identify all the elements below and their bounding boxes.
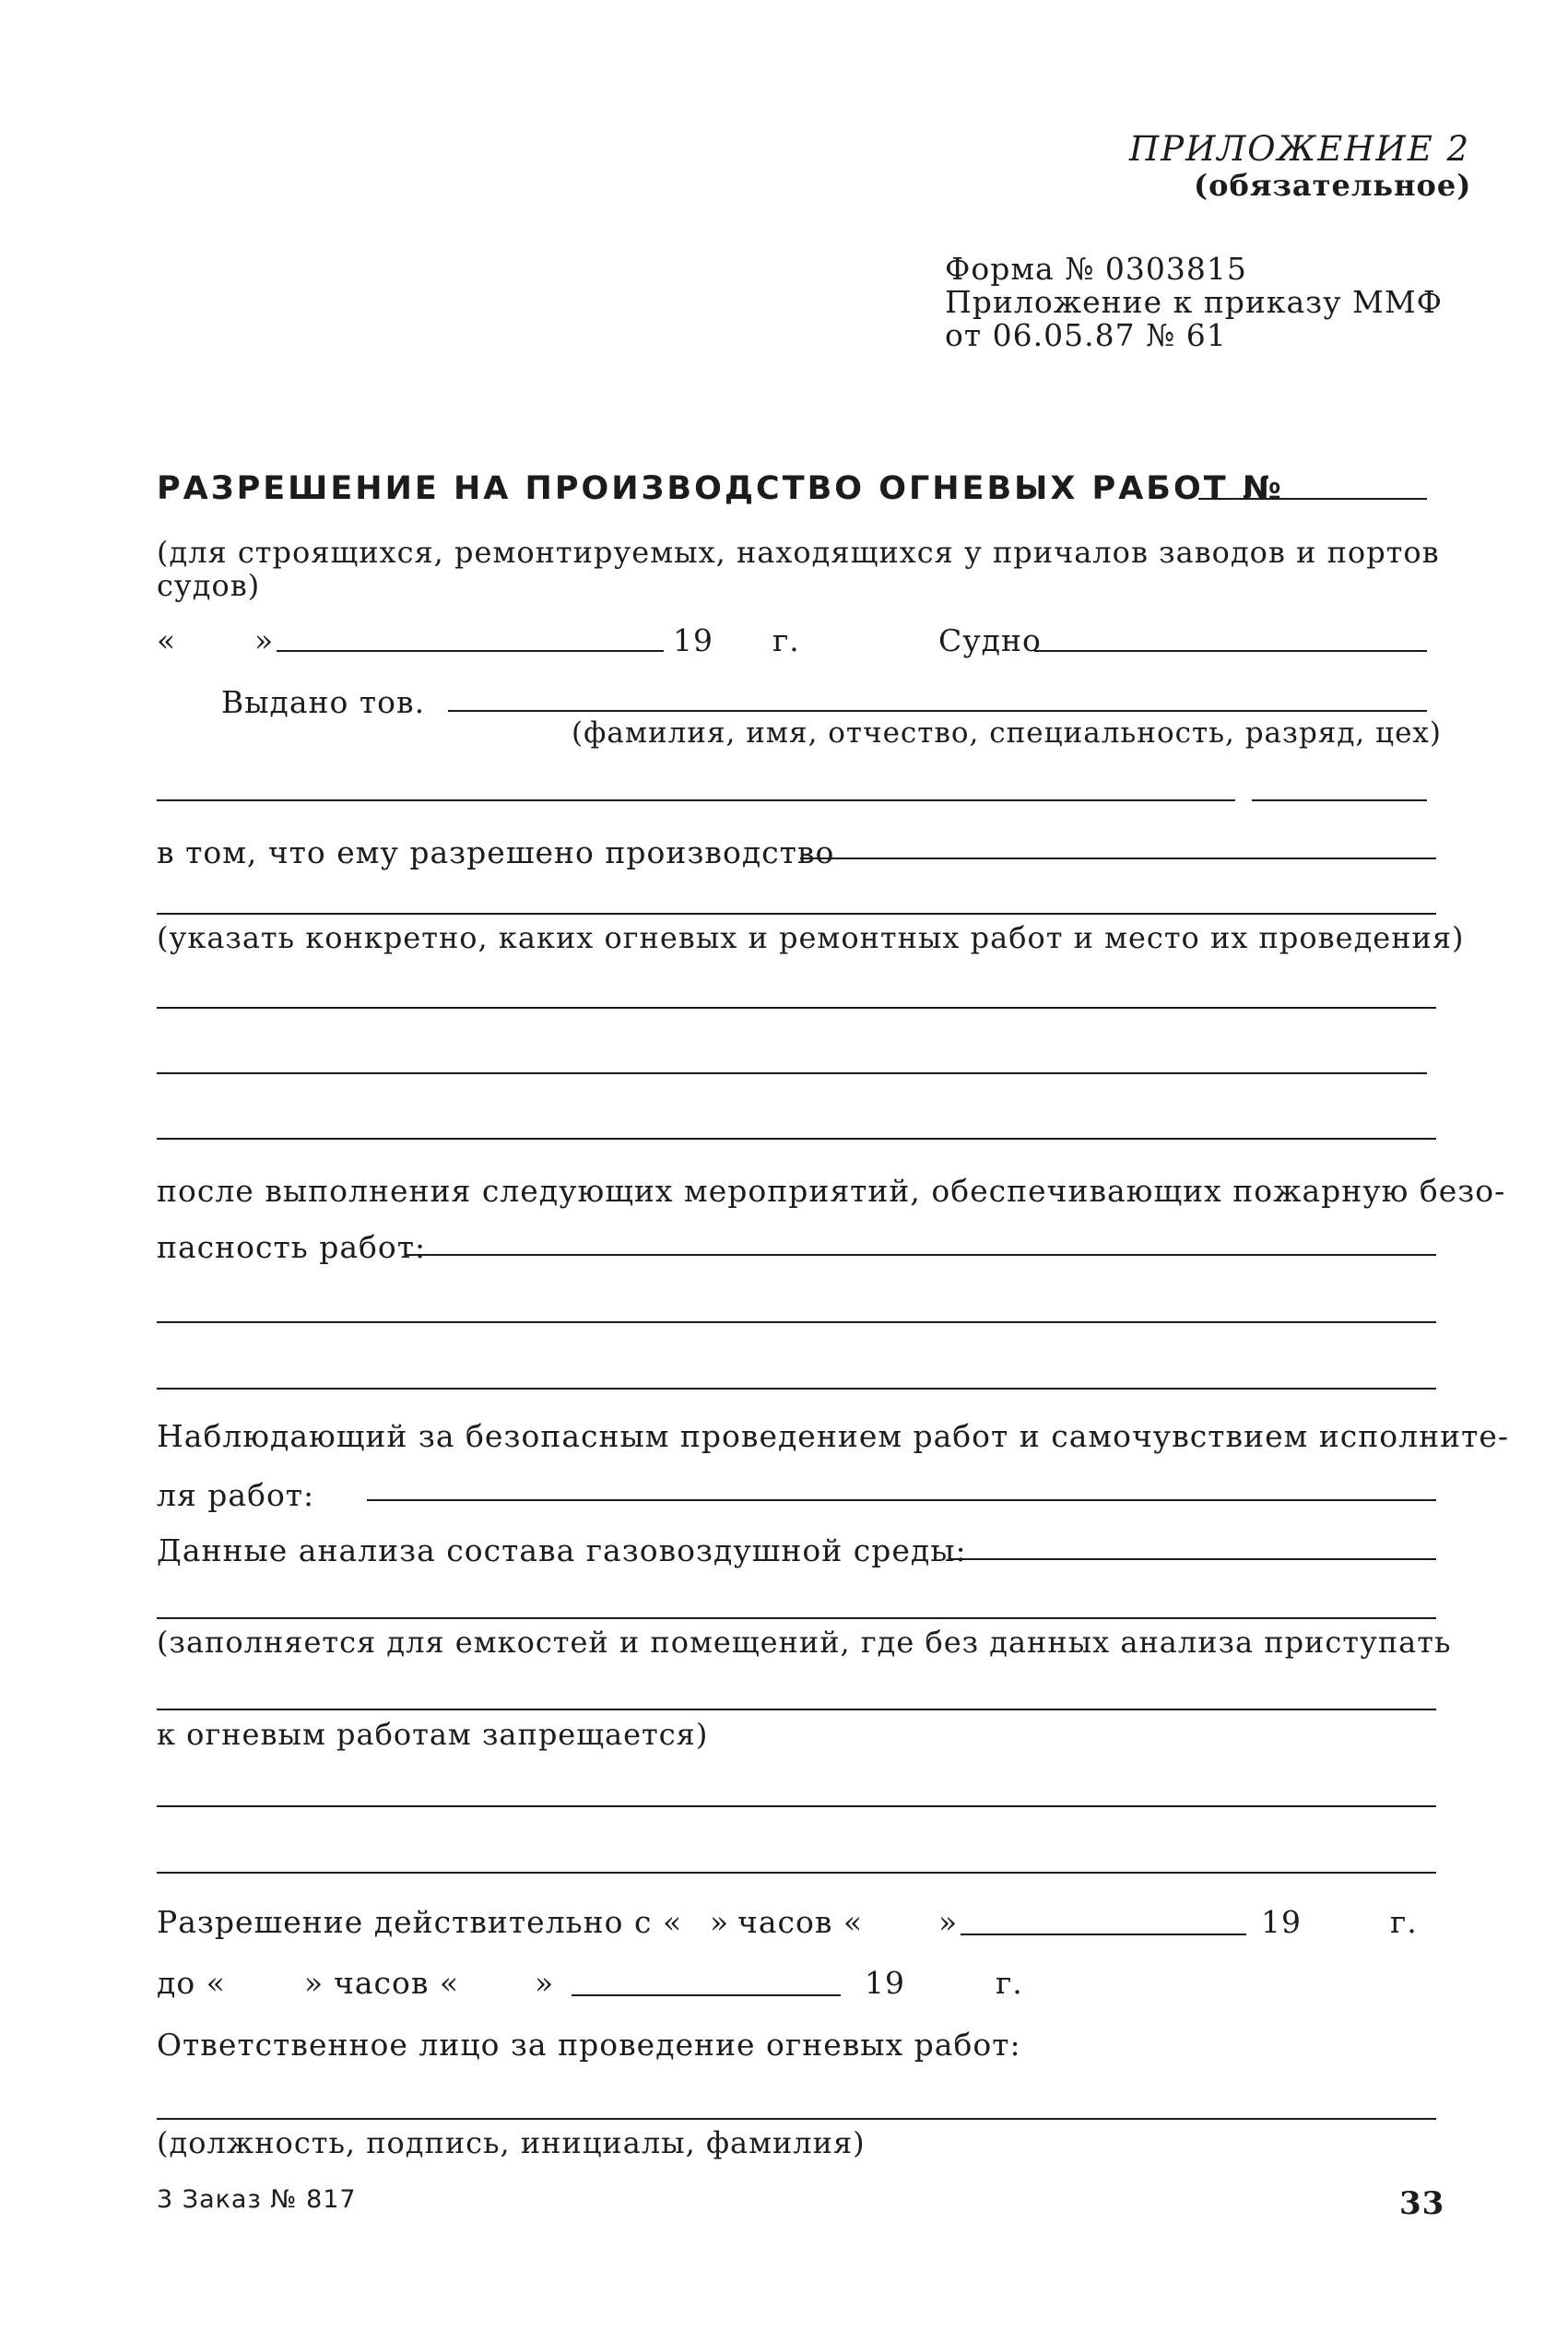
validity-to-year-suffix: г.: [996, 1965, 1023, 2001]
date-month-field[interactable]: [277, 650, 664, 652]
title-subtitle-line2: судов): [157, 568, 261, 603]
gas-field-line5[interactable]: [157, 1872, 1436, 1874]
work-field-line4[interactable]: [157, 1072, 1427, 1074]
date-open-quote: «: [157, 622, 177, 658]
document-title: РАЗРЕШЕНИЕ НА ПРОИЗВОДСТВО ОГНЕВЫХ РАБОТ №: [157, 470, 1284, 507]
title-subtitle-line1: (для строящихся, ремонтируемых, находящихся у причалов заводов и портов: [157, 535, 1440, 570]
observer-line2: ля работ:: [157, 1477, 315, 1513]
vessel-field[interactable]: [1034, 650, 1427, 652]
validity-to-prefix: до «: [157, 1965, 226, 2001]
issued-field-end[interactable]: [1252, 799, 1427, 801]
observer-field[interactable]: [367, 1499, 1436, 1501]
issued-field-continued[interactable]: [157, 799, 1235, 801]
date-year-prefix: 19: [673, 622, 713, 658]
validity-to-day-close: »: [535, 1965, 555, 2001]
date-year-suffix: г.: [772, 622, 800, 658]
order-reference: Приложение к приказу ММФ: [945, 284, 1444, 320]
permit-number-field[interactable]: [1198, 498, 1427, 500]
work-field-line3[interactable]: [157, 1007, 1436, 1009]
validity-from-hours-label: часов «: [737, 1904, 864, 1940]
measures-line1: после выполнения следующих мероприятий, обеспечивающих пожарную безо-: [157, 1173, 1506, 1209]
validity-from-prefix: Разрешение действительно с «: [157, 1904, 683, 1940]
measures-field-line2[interactable]: [157, 1321, 1436, 1323]
gas-label: Данные анализа состава газовоздушной среды:: [157, 1532, 967, 1568]
validity-from-hour-close: »: [710, 1904, 730, 1940]
mandatory-label: (обязательное): [1194, 168, 1472, 203]
page-number: 33: [1399, 2185, 1445, 2222]
work-hint: (указать конкретно, каких огневых и ремонтных работ и место их проведения): [157, 920, 1465, 955]
validity-to-hour-close: »: [304, 1965, 324, 2001]
validity-to-month-field[interactable]: [572, 1994, 841, 1996]
validity-from-year-prefix: 19: [1261, 1904, 1302, 1940]
validity-to-hours-label: часов «: [334, 1965, 460, 2001]
work-label: в том, что ему разрешено производство: [157, 834, 835, 870]
validity-from-month-field[interactable]: [961, 1934, 1246, 1935]
date-close-quote: »: [254, 622, 275, 658]
work-field[interactable]: [800, 857, 1436, 859]
responsible-label: Ответственное лицо за проведение огневых работ:: [157, 2027, 1021, 2063]
vessel-label: Судно: [938, 622, 1042, 658]
issued-label: Выдано тов.: [221, 684, 426, 720]
gas-field-line4[interactable]: [157, 1805, 1436, 1807]
order-date: от 06.05.87 № 61: [945, 317, 1227, 353]
footer-order: 3 Заказ № 817: [157, 2185, 357, 2214]
gas-field-line3[interactable]: [157, 1709, 1436, 1710]
validity-to-year-prefix: 19: [865, 1965, 905, 2001]
validity-from-day-close: »: [938, 1904, 959, 1940]
responsible-field[interactable]: [157, 2118, 1436, 2120]
gas-field[interactable]: [949, 1558, 1436, 1560]
form-number: Форма № 0303815: [945, 251, 1247, 287]
gas-field-line2[interactable]: [157, 1617, 1436, 1619]
issued-field[interactable]: [448, 710, 1427, 712]
measures-field[interactable]: [406, 1254, 1436, 1256]
responsible-hint: (должность, подпись, инициалы, фамилия): [157, 2125, 866, 2160]
measures-field-line3[interactable]: [157, 1388, 1436, 1390]
work-field-line5[interactable]: [157, 1138, 1436, 1140]
appendix-title: ПРИЛОЖЕНИЕ 2: [1129, 129, 1471, 169]
issued-hint: (фамилия, имя, отчество, специальность, разряд, цех): [572, 716, 1442, 750]
gas-hint-line1: (заполняется для емкостей и помещений, где без данных анализа приступать: [157, 1625, 1452, 1660]
work-field-line2[interactable]: [157, 913, 1436, 915]
observer-line1: Наблюдающий за безопасным проведением работ и самочувствием исполните-: [157, 1418, 1510, 1454]
gas-hint-line2: к огневым работам запрещается): [157, 1717, 709, 1752]
measures-line2: пасность работ:: [157, 1229, 427, 1265]
validity-from-year-suffix: г.: [1390, 1904, 1418, 1940]
